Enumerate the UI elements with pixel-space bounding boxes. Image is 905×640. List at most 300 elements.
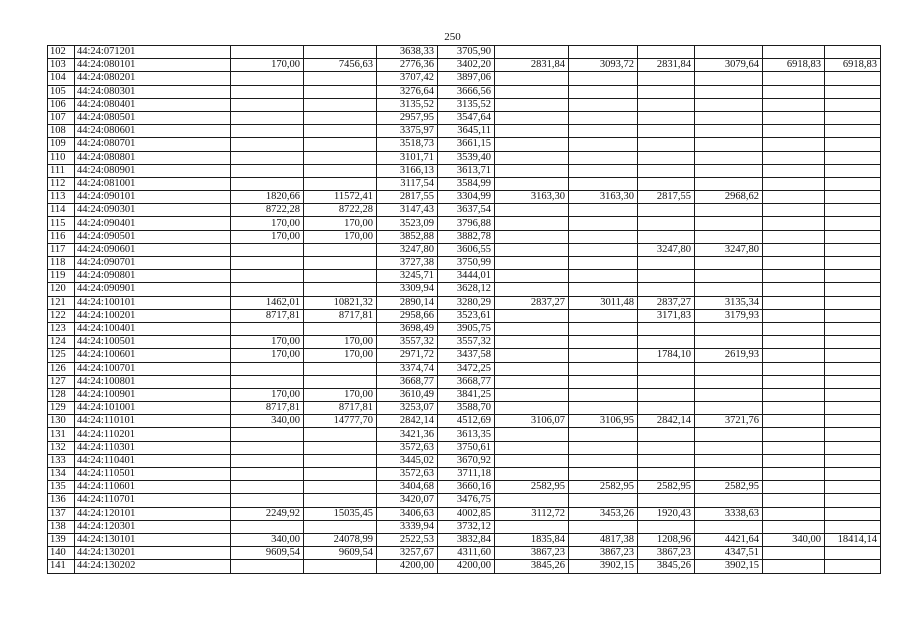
value-cell-7: 3171,83 (638, 309, 695, 322)
page-number: 250 (444, 31, 461, 43)
value-cell-2: 170,00 (304, 217, 377, 230)
value-cell-3: 3101,71 (377, 151, 438, 164)
value-cell-8: 2968,62 (695, 191, 763, 204)
value-cell-7 (638, 270, 695, 283)
row-number-cell: 116 (48, 230, 75, 243)
value-cell-9 (763, 441, 825, 454)
row-number-cell: 122 (48, 309, 75, 322)
value-cell-9 (763, 98, 825, 111)
value-cell-1 (231, 257, 304, 270)
value-cell-5 (495, 85, 569, 98)
value-cell-10: 6918,83 (825, 59, 881, 72)
value-cell-8 (695, 138, 763, 151)
value-cell-3: 3135,52 (377, 98, 438, 111)
value-cell-5 (495, 270, 569, 283)
value-cell-3: 2817,55 (377, 191, 438, 204)
value-cell-5 (495, 164, 569, 177)
row-number-cell: 115 (48, 217, 75, 230)
row-number-cell: 127 (48, 375, 75, 388)
value-cell-2: 10821,32 (304, 296, 377, 309)
value-cell-7: 3247,80 (638, 243, 695, 256)
value-cell-4: 3796,88 (438, 217, 495, 230)
value-cell-10 (825, 151, 881, 164)
cadastral-code-cell: 44:24:080101 (75, 59, 231, 72)
value-cell-4: 3750,99 (438, 257, 495, 270)
value-cell-10 (825, 468, 881, 481)
value-cell-1 (231, 151, 304, 164)
row-number-cell: 108 (48, 125, 75, 138)
value-cell-1: 170,00 (231, 336, 304, 349)
table-row (48, 217, 881, 230)
value-cell-1: 340,00 (231, 533, 304, 546)
value-cell-10 (825, 243, 881, 256)
table-row (48, 481, 881, 494)
cadastral-code-cell: 44:24:110501 (75, 468, 231, 481)
value-cell-4: 3606,55 (438, 243, 495, 256)
value-cell-2 (304, 138, 377, 151)
value-cell-1: 8722,28 (231, 204, 304, 217)
value-cell-10 (825, 217, 881, 230)
value-cell-3: 3147,43 (377, 204, 438, 217)
value-cell-9 (763, 46, 825, 59)
value-cell-3: 2842,14 (377, 415, 438, 428)
value-cell-3: 3375,97 (377, 125, 438, 138)
value-cell-10 (825, 85, 881, 98)
row-number-cell: 133 (48, 454, 75, 467)
value-cell-2 (304, 270, 377, 283)
value-cell-10 (825, 257, 881, 270)
row-number-cell: 129 (48, 402, 75, 415)
value-cell-5: 3106,07 (495, 415, 569, 428)
value-cell-3: 3257,67 (377, 547, 438, 560)
value-cell-10 (825, 322, 881, 335)
table-row (48, 125, 881, 138)
row-number-cell: 139 (48, 533, 75, 546)
value-cell-4: 3660,16 (438, 481, 495, 494)
value-cell-9 (763, 191, 825, 204)
value-cell-6 (569, 468, 638, 481)
value-cell-9 (763, 402, 825, 415)
value-cell-3: 2776,36 (377, 59, 438, 72)
value-cell-5: 3845,26 (495, 560, 569, 573)
table-row (48, 46, 881, 59)
value-cell-9 (763, 349, 825, 362)
value-cell-4: 3750,61 (438, 441, 495, 454)
table-row (48, 98, 881, 111)
value-cell-4: 4311,60 (438, 547, 495, 560)
table-row (48, 375, 881, 388)
value-cell-4: 3539,40 (438, 151, 495, 164)
value-cell-6 (569, 257, 638, 270)
value-cell-9 (763, 494, 825, 507)
value-cell-7 (638, 494, 695, 507)
value-cell-6 (569, 111, 638, 124)
value-cell-8: 2582,95 (695, 481, 763, 494)
value-cell-10 (825, 428, 881, 441)
value-cell-6: 3902,15 (569, 560, 638, 573)
value-cell-10 (825, 454, 881, 467)
value-cell-1: 2249,92 (231, 507, 304, 520)
value-cell-7 (638, 85, 695, 98)
value-cell-3: 3276,64 (377, 85, 438, 98)
table-row (48, 151, 881, 164)
value-cell-8: 3338,63 (695, 507, 763, 520)
value-cell-4: 4002,85 (438, 507, 495, 520)
value-cell-6: 3867,23 (569, 547, 638, 560)
row-number-cell: 113 (48, 191, 75, 204)
value-cell-9 (763, 243, 825, 256)
value-cell-10 (825, 46, 881, 59)
value-cell-9 (763, 375, 825, 388)
value-cell-9 (763, 177, 825, 190)
value-cell-6: 3106,95 (569, 415, 638, 428)
value-cell-7: 2837,27 (638, 296, 695, 309)
value-cell-4: 3832,84 (438, 533, 495, 546)
value-cell-9 (763, 204, 825, 217)
value-cell-9 (763, 283, 825, 296)
value-cell-8 (695, 85, 763, 98)
cadastral-code-cell: 44:24:100501 (75, 336, 231, 349)
value-cell-4: 3628,12 (438, 283, 495, 296)
cadastral-code-cell: 44:24:080401 (75, 98, 231, 111)
value-cell-1: 1820,66 (231, 191, 304, 204)
table-row (48, 349, 881, 362)
value-cell-10 (825, 283, 881, 296)
value-cell-9 (763, 270, 825, 283)
value-cell-5 (495, 362, 569, 375)
value-cell-3: 3638,33 (377, 46, 438, 59)
value-cell-3: 2522,53 (377, 533, 438, 546)
value-cell-7 (638, 362, 695, 375)
value-cell-1: 8717,81 (231, 309, 304, 322)
value-cell-5 (495, 441, 569, 454)
table-row (48, 72, 881, 85)
value-cell-7 (638, 230, 695, 243)
value-cell-6 (569, 494, 638, 507)
value-cell-1 (231, 362, 304, 375)
value-cell-1 (231, 270, 304, 283)
row-number-cell: 128 (48, 388, 75, 401)
value-cell-7 (638, 46, 695, 59)
value-cell-3: 3253,07 (377, 402, 438, 415)
value-cell-3: 3309,94 (377, 283, 438, 296)
value-cell-4: 3668,77 (438, 375, 495, 388)
value-cell-9 (763, 138, 825, 151)
value-cell-2 (304, 454, 377, 467)
value-cell-10 (825, 441, 881, 454)
value-cell-7 (638, 322, 695, 335)
value-cell-9 (763, 230, 825, 243)
value-cell-7 (638, 336, 695, 349)
table-body (48, 46, 881, 574)
value-cell-5 (495, 151, 569, 164)
value-cell-2 (304, 46, 377, 59)
value-cell-7 (638, 151, 695, 164)
value-cell-3: 2971,72 (377, 349, 438, 362)
value-cell-10 (825, 507, 881, 520)
value-cell-4: 3402,20 (438, 59, 495, 72)
value-cell-2 (304, 322, 377, 335)
cadastral-code-cell: 44:24:100801 (75, 375, 231, 388)
cadastral-code-cell: 44:24:090101 (75, 191, 231, 204)
value-cell-6 (569, 204, 638, 217)
value-cell-5 (495, 428, 569, 441)
value-cell-10 (825, 362, 881, 375)
cadastral-code-cell: 44:24:080801 (75, 151, 231, 164)
value-cell-4: 3437,58 (438, 349, 495, 362)
value-cell-8 (695, 46, 763, 59)
value-cell-10 (825, 296, 881, 309)
value-cell-1 (231, 85, 304, 98)
table-row (48, 204, 881, 217)
value-cell-1 (231, 468, 304, 481)
value-cell-9 (763, 85, 825, 98)
value-cell-6 (569, 375, 638, 388)
value-cell-9 (763, 468, 825, 481)
value-cell-2 (304, 151, 377, 164)
row-number-cell: 117 (48, 243, 75, 256)
cadastral-code-cell: 44:24:110201 (75, 428, 231, 441)
value-cell-2 (304, 283, 377, 296)
row-number-cell: 105 (48, 85, 75, 98)
value-cell-8 (695, 257, 763, 270)
value-cell-4: 3135,52 (438, 98, 495, 111)
value-cell-1 (231, 428, 304, 441)
value-cell-3: 3610,49 (377, 388, 438, 401)
value-cell-10 (825, 520, 881, 533)
value-cell-9: 340,00 (763, 533, 825, 546)
value-cell-2 (304, 72, 377, 85)
row-number-cell: 118 (48, 257, 75, 270)
value-cell-5 (495, 468, 569, 481)
value-cell-10 (825, 177, 881, 190)
value-cell-4: 3588,70 (438, 402, 495, 415)
value-cell-5 (495, 177, 569, 190)
value-cell-3: 3572,63 (377, 441, 438, 454)
table-row (48, 309, 881, 322)
value-cell-2 (304, 362, 377, 375)
value-cell-8 (695, 98, 763, 111)
value-cell-5 (495, 72, 569, 85)
value-cell-1 (231, 481, 304, 494)
value-cell-1 (231, 177, 304, 190)
value-cell-3: 3572,63 (377, 468, 438, 481)
table-row (48, 164, 881, 177)
value-cell-4: 3523,61 (438, 309, 495, 322)
cadastral-code-cell: 44:24:110701 (75, 494, 231, 507)
table-row (48, 177, 881, 190)
value-cell-10 (825, 230, 881, 243)
value-cell-4: 3732,12 (438, 520, 495, 533)
value-cell-7: 2831,84 (638, 59, 695, 72)
value-cell-5 (495, 454, 569, 467)
value-cell-2 (304, 243, 377, 256)
table-row (48, 560, 881, 573)
value-cell-10 (825, 98, 881, 111)
value-cell-9 (763, 111, 825, 124)
cadastral-code-cell: 44:24:100101 (75, 296, 231, 309)
value-cell-10 (825, 270, 881, 283)
value-cell-3: 3518,73 (377, 138, 438, 151)
value-cell-7 (638, 177, 695, 190)
value-cell-7: 1784,10 (638, 349, 695, 362)
cadastral-code-cell: 44:24:080201 (75, 72, 231, 85)
value-cell-8 (695, 375, 763, 388)
table-row (48, 468, 881, 481)
value-cell-7: 2817,55 (638, 191, 695, 204)
value-cell-2: 170,00 (304, 349, 377, 362)
value-cell-8 (695, 217, 763, 230)
value-cell-3: 3117,54 (377, 177, 438, 190)
row-number-cell: 137 (48, 507, 75, 520)
value-cell-8: 3721,76 (695, 415, 763, 428)
table-row (48, 296, 881, 309)
value-cell-4: 3661,15 (438, 138, 495, 151)
table-row (48, 547, 881, 560)
value-cell-9 (763, 217, 825, 230)
value-cell-3: 3247,80 (377, 243, 438, 256)
value-cell-7 (638, 217, 695, 230)
value-cell-3: 2957,95 (377, 111, 438, 124)
value-cell-2 (304, 125, 377, 138)
value-cell-2: 24078,99 (304, 533, 377, 546)
row-number-cell: 124 (48, 336, 75, 349)
value-cell-8 (695, 322, 763, 335)
value-cell-8: 3247,80 (695, 243, 763, 256)
value-cell-5: 3867,23 (495, 547, 569, 560)
value-cell-8 (695, 388, 763, 401)
value-cell-9 (763, 388, 825, 401)
cadastral-code-cell: 44:24:110101 (75, 415, 231, 428)
value-cell-5: 2837,27 (495, 296, 569, 309)
value-cell-9 (763, 547, 825, 560)
value-cell-2: 11572,41 (304, 191, 377, 204)
row-number-cell: 120 (48, 283, 75, 296)
value-cell-9 (763, 296, 825, 309)
value-cell-1 (231, 98, 304, 111)
value-cell-2: 170,00 (304, 388, 377, 401)
value-cell-2 (304, 164, 377, 177)
value-cell-6: 3093,72 (569, 59, 638, 72)
table-row (48, 85, 881, 98)
value-cell-9 (763, 520, 825, 533)
value-cell-3: 3404,68 (377, 481, 438, 494)
value-cell-1: 170,00 (231, 349, 304, 362)
value-cell-7 (638, 454, 695, 467)
value-cell-7 (638, 388, 695, 401)
table-row (48, 283, 881, 296)
value-cell-9 (763, 257, 825, 270)
row-number-cell: 131 (48, 428, 75, 441)
value-cell-3: 3445,02 (377, 454, 438, 467)
value-cell-5 (495, 336, 569, 349)
value-cell-9 (763, 428, 825, 441)
value-cell-4: 3472,25 (438, 362, 495, 375)
value-cell-4: 3547,64 (438, 111, 495, 124)
row-number-cell: 132 (48, 441, 75, 454)
value-cell-6 (569, 520, 638, 533)
value-cell-9 (763, 322, 825, 335)
value-cell-1: 8717,81 (231, 402, 304, 415)
value-cell-4: 4200,00 (438, 560, 495, 573)
value-cell-10 (825, 336, 881, 349)
value-cell-6 (569, 138, 638, 151)
row-number-cell: 103 (48, 59, 75, 72)
value-cell-8 (695, 454, 763, 467)
cadastral-code-cell: 44:24:080701 (75, 138, 231, 151)
value-cell-8 (695, 336, 763, 349)
value-cell-8 (695, 441, 763, 454)
value-cell-3: 2958,66 (377, 309, 438, 322)
value-cell-5 (495, 217, 569, 230)
value-cell-7: 3845,26 (638, 560, 695, 573)
value-cell-6 (569, 362, 638, 375)
table-row (48, 257, 881, 270)
row-number-cell: 106 (48, 98, 75, 111)
value-cell-6 (569, 309, 638, 322)
value-cell-9 (763, 481, 825, 494)
value-cell-8: 4421,64 (695, 533, 763, 546)
cadastral-code-cell: 44:24:090801 (75, 270, 231, 283)
value-cell-10: 18414,14 (825, 533, 881, 546)
table-row (48, 270, 881, 283)
value-cell-8 (695, 468, 763, 481)
value-cell-6 (569, 270, 638, 283)
value-cell-7 (638, 98, 695, 111)
table-row (48, 441, 881, 454)
value-cell-9 (763, 151, 825, 164)
cadastral-code-cell: 44:24:110601 (75, 481, 231, 494)
value-cell-8 (695, 111, 763, 124)
value-cell-1 (231, 138, 304, 151)
value-cell-7 (638, 257, 695, 270)
value-cell-2: 14777,70 (304, 415, 377, 428)
value-cell-1: 170,00 (231, 217, 304, 230)
cadastral-code-cell: 44:24:090401 (75, 217, 231, 230)
table-row (48, 494, 881, 507)
value-cell-1 (231, 111, 304, 124)
value-cell-3: 2890,14 (377, 296, 438, 309)
row-number-cell: 114 (48, 204, 75, 217)
value-cell-10 (825, 138, 881, 151)
value-cell-5: 3163,30 (495, 191, 569, 204)
cadastral-code-cell: 44:24:090301 (75, 204, 231, 217)
value-cell-3: 3557,32 (377, 336, 438, 349)
value-cell-4: 3280,29 (438, 296, 495, 309)
value-cell-2 (304, 494, 377, 507)
cadastral-cost-table (47, 45, 881, 574)
cadastral-code-cell: 44:24:130101 (75, 533, 231, 546)
value-cell-2: 8722,28 (304, 204, 377, 217)
value-cell-10 (825, 349, 881, 362)
value-cell-9 (763, 336, 825, 349)
cadastral-code-cell: 44:24:090601 (75, 243, 231, 256)
value-cell-6 (569, 441, 638, 454)
value-cell-5: 1835,84 (495, 533, 569, 546)
value-cell-6 (569, 336, 638, 349)
value-cell-10 (825, 125, 881, 138)
value-cell-6 (569, 164, 638, 177)
value-cell-2: 8717,81 (304, 309, 377, 322)
value-cell-1 (231, 243, 304, 256)
value-cell-7 (638, 72, 695, 85)
value-cell-6 (569, 388, 638, 401)
value-cell-10 (825, 415, 881, 428)
value-cell-6 (569, 428, 638, 441)
value-cell-7 (638, 520, 695, 533)
value-cell-2 (304, 441, 377, 454)
row-number-cell: 123 (48, 322, 75, 335)
